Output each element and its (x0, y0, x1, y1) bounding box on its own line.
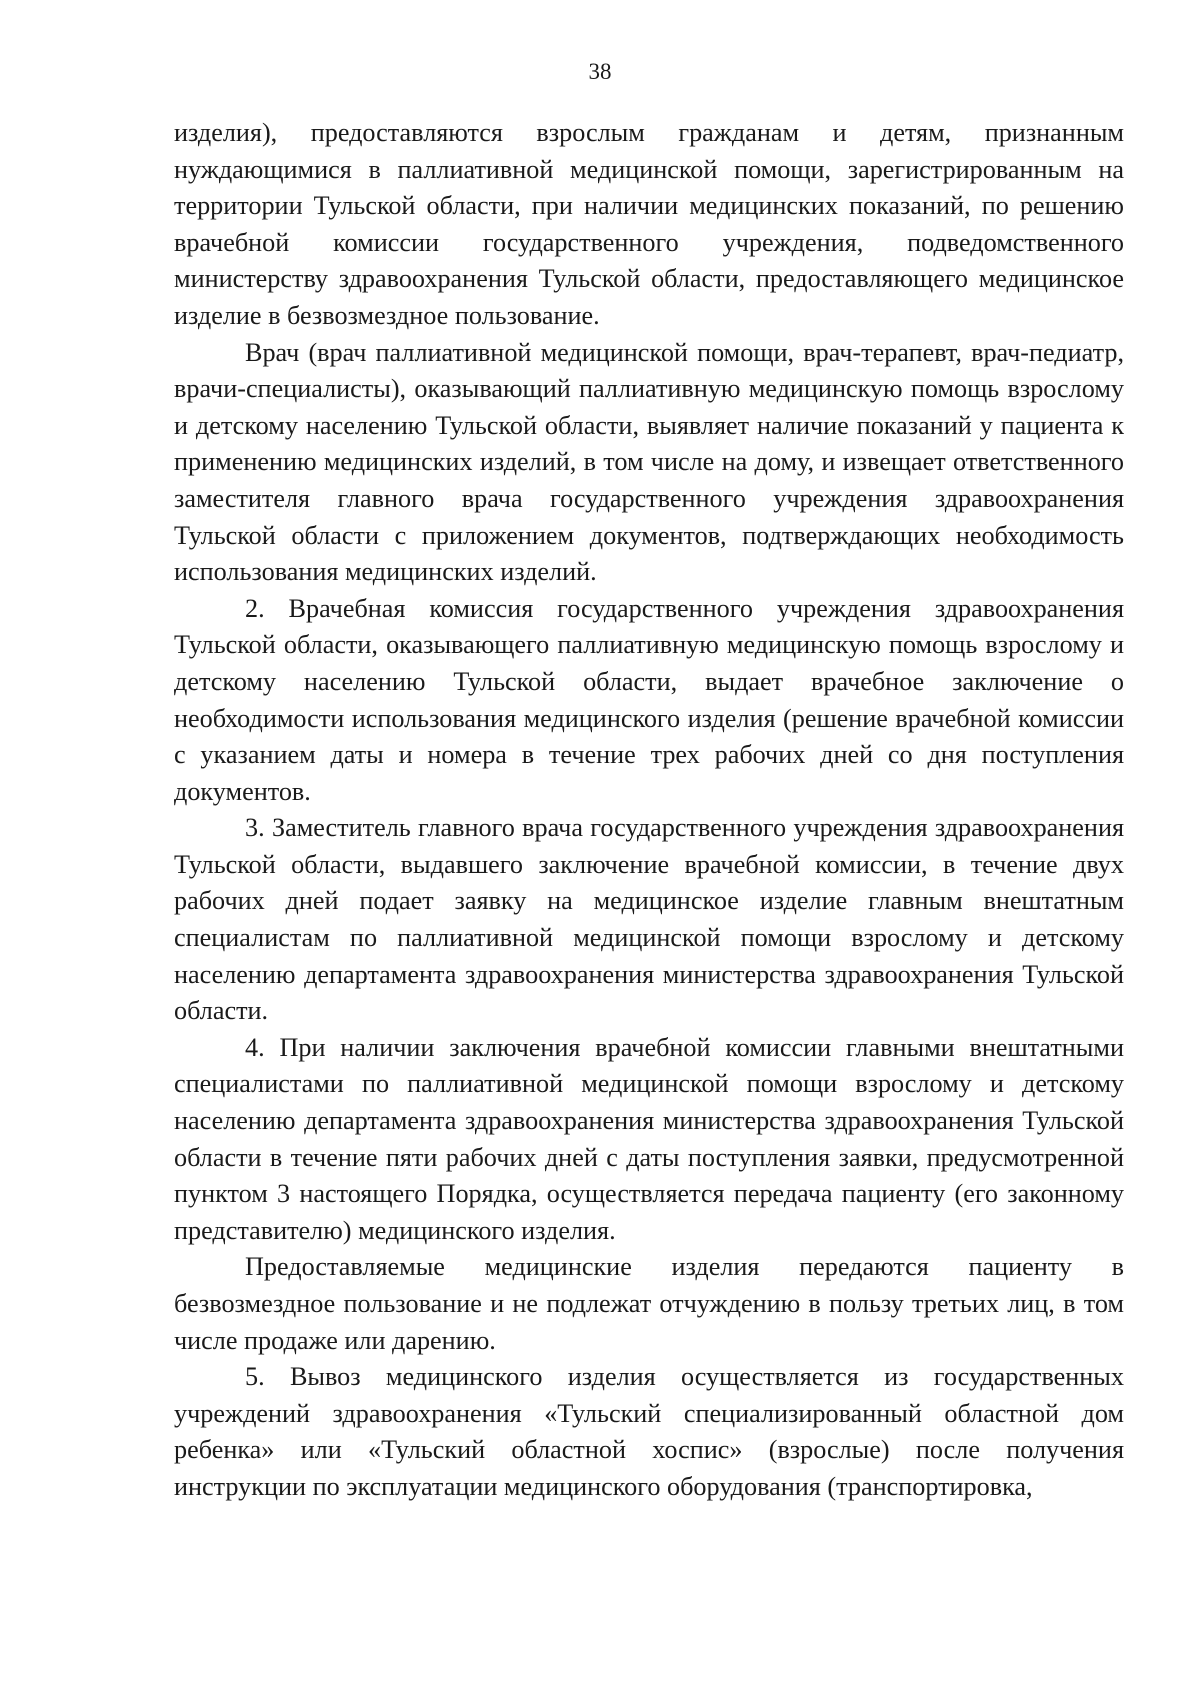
page-number: 38 (588, 59, 612, 84)
paragraph-1: изделия), предоставляются взрослым гражданам и детям, признанным нуждающимися в паллиативной медицинской помощи, зарегистрированным на территории Тульской области, при наличии медицинских показаний, по решению врачебной комиссии государственного учреждения, подведомственного министерству здравоохранения Тульской области, предоставляющего медицинское изделие в безвозмездное пользование. (174, 118, 1124, 330)
paragraph-3: 2. Врачебная комиссия государственного учреждения здравоохранения Тульской области, оказывающего паллиативную медицинскую помощь взрослому и детскому населению Тульской области, выдает врачебное заключение о необходимости использования медицинского изделия (решение врачебной комиссии с указанием даты и номера в течение трех рабочих дней со дня поступления документов. (174, 593, 1124, 806)
paragraph-4: 3. Заместитель главного врача государственного учреждения здравоохранения Тульской области, выдавшего заключение врачебной комиссии, в течение двух рабочих дней подает заявку на медицинское изделие главным внештатным специалистам по паллиативной медицинской помощи взрослому и детскому населению департамента здравоохранения министерства здравоохранения Тульской области. (174, 813, 1124, 1026)
paragraph-2: Врач (врач паллиативной медицинской помощи, врач-терапевт, врач-педиатр, врачи-специалисты), оказывающий паллиативную медицинскую помощь взрослому и детскому населению Тульской области, выявляет наличие показаний у пациента к применению медицинских изделий, в том числе на дому, и извещает ответственного заместителя главного врача государственного учреждения здравоохранения Тульской области с приложением документов, подтверждающих необходимость использования медицинских изделий. (174, 337, 1124, 587)
paragraph-7: 5. Вывоз медицинского изделия осуществляется из государственных учреждений здравоохранения «Тульский специализированный областной дом ребенка» или «Тульский областной хоспис» (взрослые) после получения инструкции по эксплуатации медицинского оборудования (транспортировка, (174, 1362, 1124, 1501)
paragraph-6: Предоставляемые медицинские изделия передаются пациенту в безвозмездное пользование и не подлежат отчуждению в пользу третьих лиц, в том числе продаже или дарению. (174, 1252, 1124, 1355)
paragraph-5: 4. При наличии заключения врачебной комиссии главными внештатными специалистами по паллиативной медицинской помощи взрослому и детскому населению департамента здравоохранения министерства здравоохранения Тульской области в течение пяти рабочих дней с даты поступления заявки, предусмотренной пунктом 3 настоящего Порядка, осуществляется передача пациенту (его законному представителю) медицинского изделия. (174, 1032, 1124, 1245)
document-body (174, 115, 1124, 1506)
